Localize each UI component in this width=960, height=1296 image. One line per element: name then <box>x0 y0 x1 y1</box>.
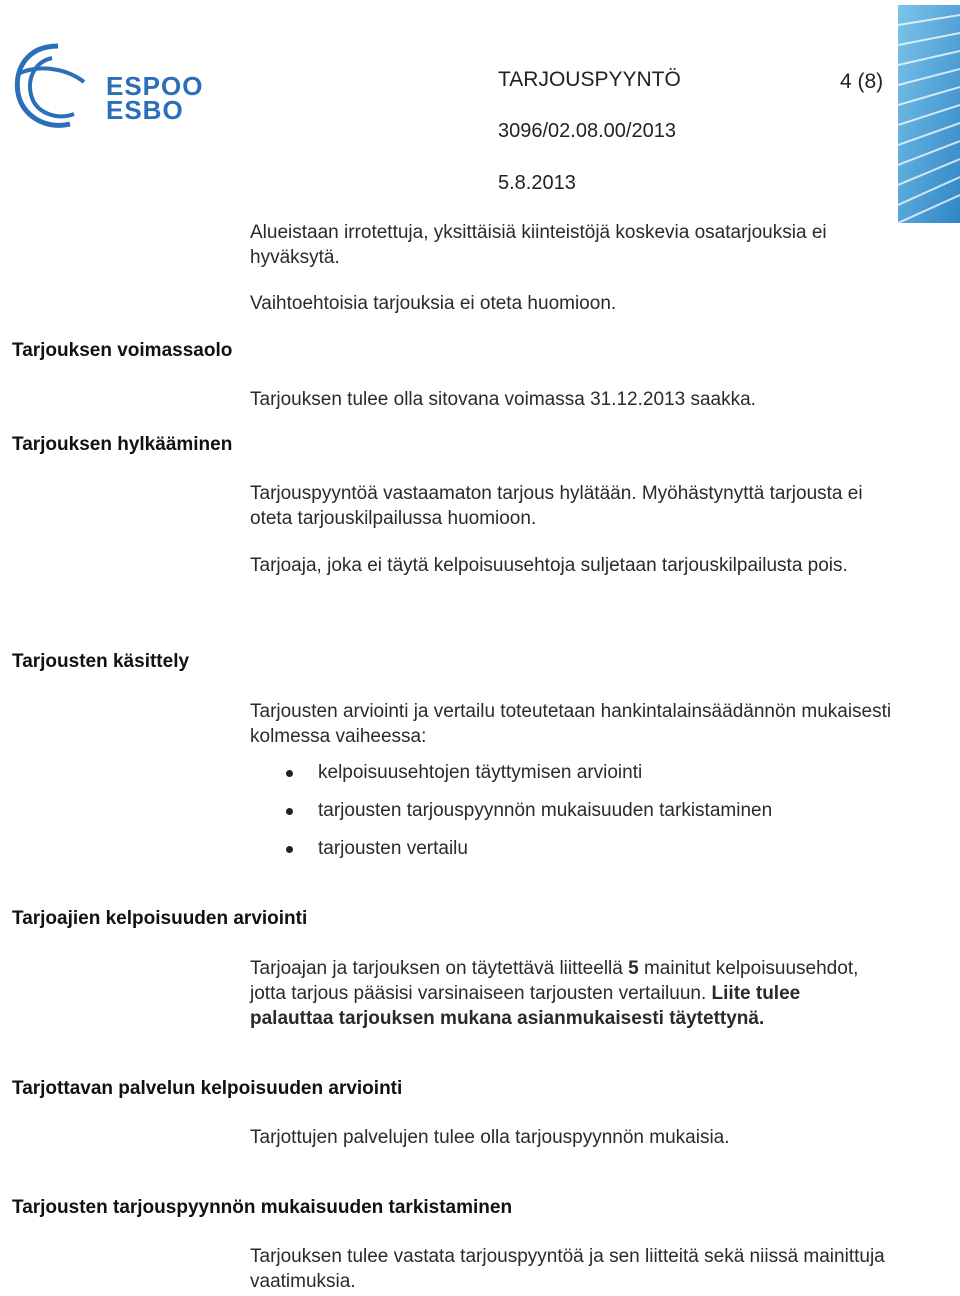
kasittely-bullet-1: kelpoisuusehtojen täyttymisen arviointi <box>318 762 643 783</box>
hylkaaminen-text-1: Tarjouspyyntöä vastaamaton tarjous hylätään. Myöhästynyttä tarjousta ei oteta tarjouskilpailussa huomioon. <box>250 483 863 529</box>
section-heading-kasittely: Tarjousten käsittely <box>12 651 190 672</box>
bullet-dot <box>286 846 293 853</box>
espoo-swirl-icon <box>8 38 108 133</box>
espoo-logo <box>8 38 208 133</box>
kasittely-text: Tarjousten arviointi ja vertailu toteutetaan hankintalainsäädännön mukaisesti kolmessa vaiheessa: <box>250 701 892 747</box>
kelpoisuus-text <box>250 956 865 1031</box>
kasittely-bullet-2: tarjousten tarjouspyynnön mukaisuuden tarkistaminen <box>318 800 773 821</box>
kelpoisuus-text-bold: Liite tulee palauttaa tarjouksen mukana asianmukaisesti täytettynä. <box>250 983 801 1029</box>
section-heading-mukaisuus: Tarjousten tarjouspyynnön mukaisuuden tarkistaminen <box>12 1197 513 1218</box>
mukaisuus-text: Tarjouksen tulee vastata tarjouspyyntöä ja sen liitteitä sekä niissä mainittuja vaatimuksia. <box>250 1246 885 1292</box>
document-date: 5.8.2013 <box>498 172 576 194</box>
intro-paragraph-2: Vaihtoehtoisia tarjouksia ei oteta huomioon. <box>250 293 617 314</box>
logo-line-1: ESPOO <box>106 71 204 101</box>
section-heading-kelpoisuus: Tarjoajien kelpoisuuden arviointi <box>12 908 308 929</box>
section-heading-voimassaolo: Tarjouksen voimassaolo <box>12 340 233 361</box>
kelpoisuus-attachment-number: 5 <box>628 958 639 979</box>
hylkaaminen-text-2: Tarjoaja, joka ei täytä kelpoisuusehtoja suljetaan tarjouskilpailusta pois. <box>250 555 848 576</box>
kelpoisuus-text-a: Tarjoajan ja tarjouksen on täytettävä liitteellä <box>250 958 629 979</box>
document-type: TARJOUSPYYNTÖ <box>498 68 681 91</box>
section-heading-palvelu: Tarjottavan palvelun kelpoisuuden arviointi <box>12 1078 403 1099</box>
page-number: 4 (8) <box>840 70 884 93</box>
intro-paragraph-1: Alueistaan irrotettuja, yksittäisiä kiinteistöjä koskevia osatarjouksia ei hyväksytä. <box>250 222 827 268</box>
palvelu-text: Tarjottujen palvelujen tulee olla tarjouspyynnön mukaisia. <box>250 1127 730 1148</box>
section-heading-hylkaaminen: Tarjouksen hylkääminen <box>12 434 233 455</box>
bullet-dot <box>286 770 293 777</box>
reference-number: 3096/02.08.00/2013 <box>498 120 676 142</box>
decorative-stripes-graphic <box>898 5 960 223</box>
bullet-dot <box>286 808 293 815</box>
voimassaolo-text: Tarjouksen tulee olla sitovana voimassa 31.12.2013 saakka. <box>250 389 756 410</box>
kasittely-bullet-3: tarjousten vertailu <box>318 838 468 859</box>
logo-line-2: ESBO <box>106 95 184 125</box>
kelpoisuus-text-b: mainitut kelpoisuusehdot, jotta tarjous pääsisi varsinaiseen tarjousten vertailuun. <box>250 958 859 1004</box>
